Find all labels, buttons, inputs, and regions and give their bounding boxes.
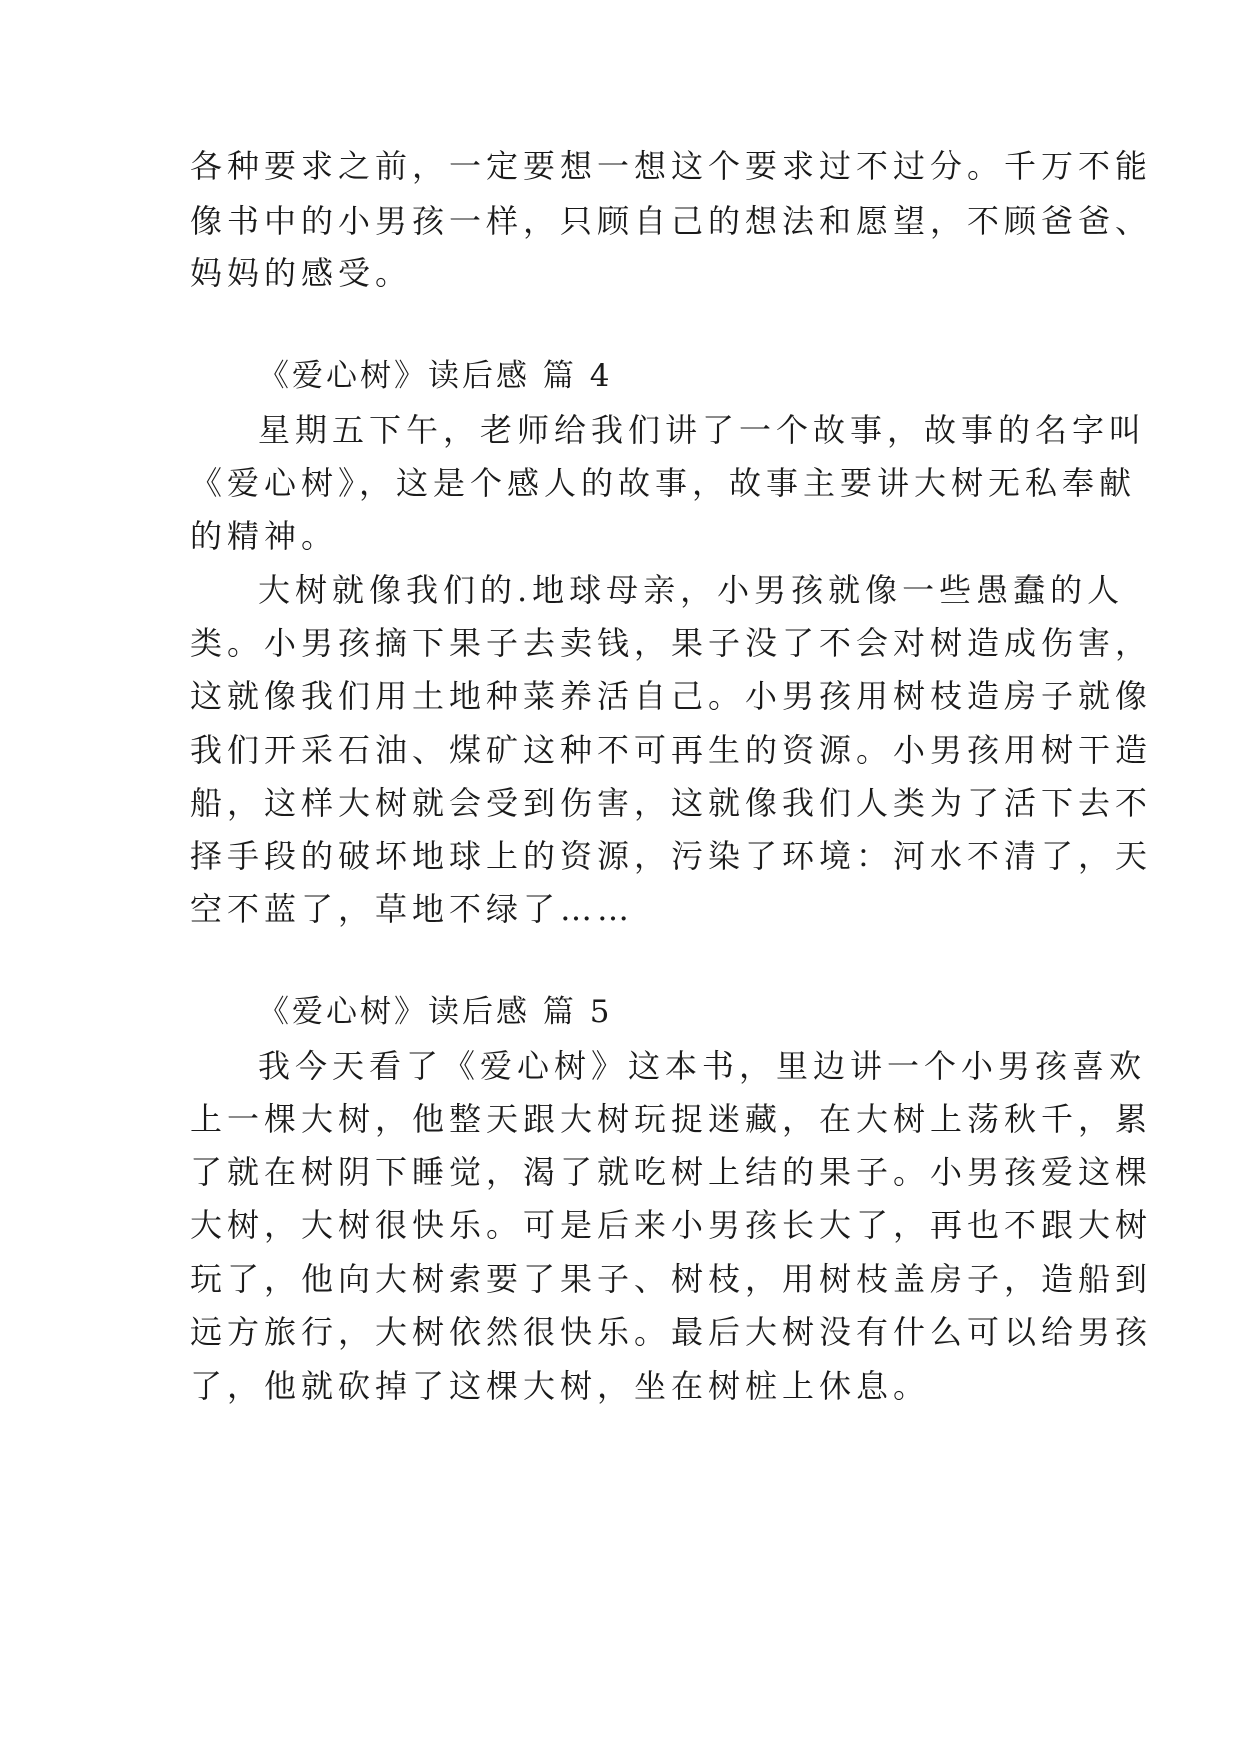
body-line: 妈妈的感受。 [190,254,413,292]
body-line: 空不蓝了，草地不绿了…… [190,890,635,928]
body-line: 大树就像我们的.地球母亲，小男孩就像一些愚蠢的人 [258,571,1125,609]
body-line: 大树，大树很快乐。可是后来小男孩长大了，再也不跟大树 [190,1206,1153,1244]
body-line: 远方旅行，大树依然很快乐。最后大树没有什么可以给男孩 [190,1313,1153,1351]
body-line: 我今天看了《爱心树》这本书，里边讲一个小男孩喜欢 [258,1047,1147,1085]
body-line: 择手段的破坏地球上的资源，污染了环境：河水不清了，天 [190,837,1153,875]
body-line: 各种要求之前，一定要想一想这个要求过不过分。千万不能 [190,147,1153,185]
body-line: 我们开采石油、煤矿这种不可再生的资源。小男孩用树干造 [190,731,1153,769]
body-line: 上一棵大树，他整天跟大树玩捉迷藏，在大树上荡秋千，累 [190,1100,1153,1138]
body-line: 类。小男孩摘下果子去卖钱，果子没了不会对树造成伤害， [190,624,1153,662]
section-title: 《爱心树》读后感 篇 4 [258,358,613,394]
body-line: 玩了，他向大树索要了果子、树枝，用树枝盖房子，造船到 [190,1260,1153,1298]
body-line: 星期五下午，老师给我们讲了一个故事，故事的名字叫 [258,411,1147,449]
body-line: 的精神。 [190,517,339,555]
body-line: 像书中的小男孩一样，只顾自己的想法和愿望，不顾爸爸、 [190,202,1153,240]
body-line: 《爱心树》，这是个感人的故事，故事主要讲大树无私奉献 [190,464,1137,502]
body-line: 这就像我们用土地种菜养活自己。小男孩用树枝造房子就像 [190,677,1153,715]
body-line: 船，这样大树就会受到伤害，这就像我们人类为了活下去不 [190,784,1153,822]
body-line: 了，他就砍掉了这棵大树，坐在树桩上休息。 [190,1367,931,1405]
body-line: 了就在树阴下睡觉，渴了就吃树上结的果子。小男孩爱这棵 [190,1153,1153,1191]
section-title: 《爱心树》读后感 篇 5 [258,994,613,1030]
